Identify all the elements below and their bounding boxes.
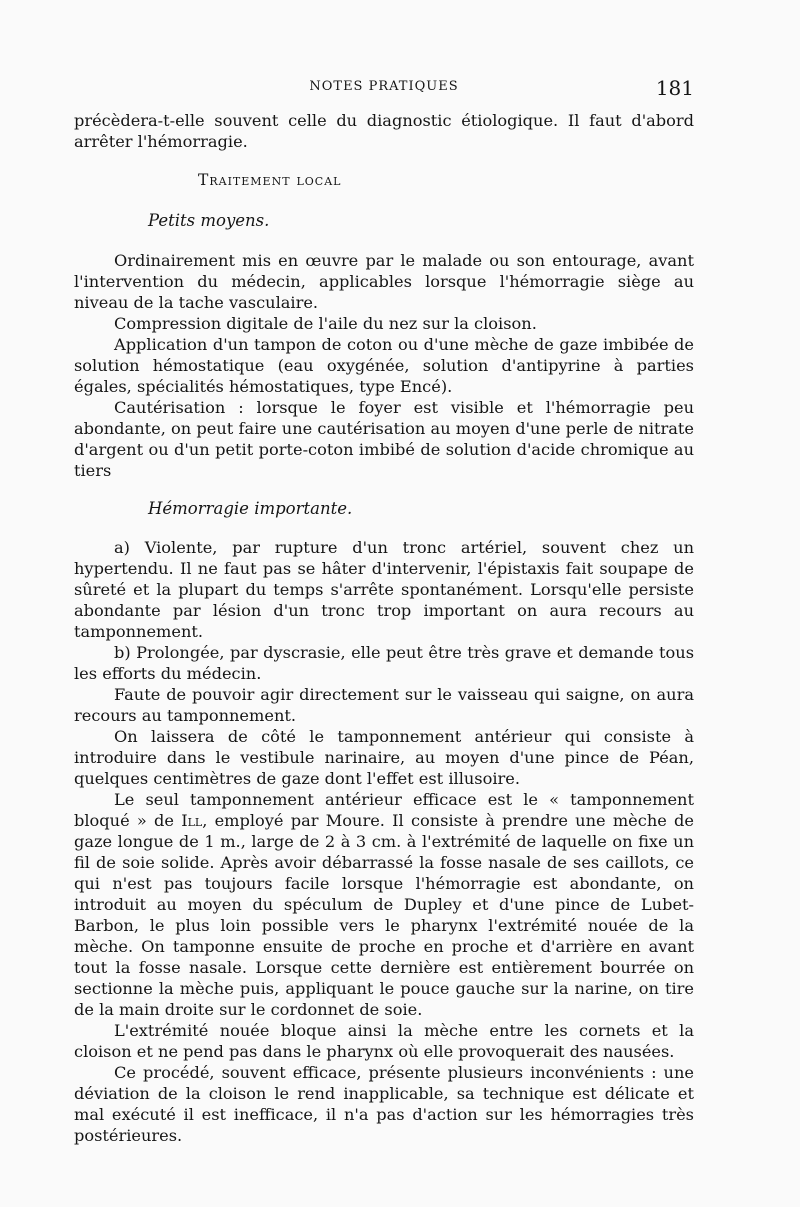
paragraph-violente: a) Violente, par rupture d'un tronc artériel, souvent chez un hypertendu. Il ne faut pas se hâter d'intervenir, l'épistaxis fait soupape de sûreté et la plupart du temps s'arrête spontanément. Lorsqu'elle persiste abondante par lésion d'un tronc trop important on aura recours au tamponnement. [74,538,694,641]
subheading-hemorragie-importante: Hémorragie importante. [148,499,353,518]
paragraph-application: Application d'un tampon de coton ou d'une mèche de gaze imbibée de solution hémostatique (eau oxygénée, solution d'antipyrine à parties égales, spécialités hémostatiques, type Encé). [74,335,694,396]
paragraph-tamponnement-bloque [74,789,694,1020]
section-title: Traitement local [198,171,342,189]
text-run: Le seul tamponnement antérieur efficace est le « tamponnement bloqué » de [74,790,694,830]
body-text [74,110,694,1146]
page-number: 181 [655,76,694,100]
running-title: NOTES PRATIQUES [309,79,459,94]
paragraph-continuation: précèdera-t-elle souvent celle du diagnostic étiologique. Il faut d'abord arrêter l'hémorragie. [74,111,694,151]
running-header [74,76,694,100]
author-name: Ill [181,811,203,830]
paragraph-procede: Ce procédé, souvent efficace, présente plusieurs inconvénients : une déviation de la cloison le rend inapplicable, sa technique est délicate et mal exécuté il est inefficace, il n'a pas d'action sur les hémorragies très postérieures. [74,1063,694,1145]
paragraph-faute: Faute de pouvoir agir directement sur le vaisseau qui saigne, on aura recours au tamponnement. [74,685,694,725]
paragraph-cauterisation: Cautérisation : lorsque le foyer est visible et l'hémorragie peu abondante, on peut faire une cautérisation au moyen d'une perle de nitrate d'argent ou d'un petit porte-coton imbibé de solution d'acide chromique au tiers [74,398,694,480]
text-run: , employé par Moure. Il consiste à prendre une mèche de gaze longue de 1 m., large de 2 à 3 cm. à l'extrémité de laquelle on fixe un fil de soie solide. Après avoir débarrassé la fosse nasale de ses caillots, ce qui n'est pas toujours facile lorsque l'hémorragie est abondante, on introduit au moyen du spéculum de Dupley et d'une pince de Lubet-Barbon, le plus loin possible vers le pharynx l'extrémité nouée de la mèche. On tamponne ensuite de proche en proche et d'arrière en avant tout la fosse nasale. Lorsque cette dernière est entièrement bourrée on sectionne la mèche puis, appliquant le pouce gauche sur la narine, on tire de la main droite sur le cordonnet de soie. [74,811,695,1019]
paragraph-prolongee: b) Prolongée, par dyscrasie, elle peut être très grave et demande tous les efforts du médecin. [74,643,694,683]
subheading-petits-moyens: Petits moyens. [148,211,270,230]
paragraph-tamponnement-anterieur: On laissera de côté le tamponnement antérieur qui consiste à introduire dans le vestibule narinaire, au moyen d'une pince de Péan, quelques centimètres de gaze dont l'effet est illusoire. [74,727,694,788]
paragraph-extremite: L'extrémité nouée bloque ainsi la mèche entre les cornets et la cloison et ne pend pas dans le pharynx où elle provoquerait des nausées. [74,1021,694,1061]
paragraph-ordinairement: Ordinairement mis en œuvre par le malade ou son entourage, avant l'intervention du médecin, applicables lorsque l'hémorragie siège au niveau de la tache vasculaire. [74,251,694,312]
paragraph-compression: Compression digitale de l'aile du nez sur la cloison. [114,314,537,333]
